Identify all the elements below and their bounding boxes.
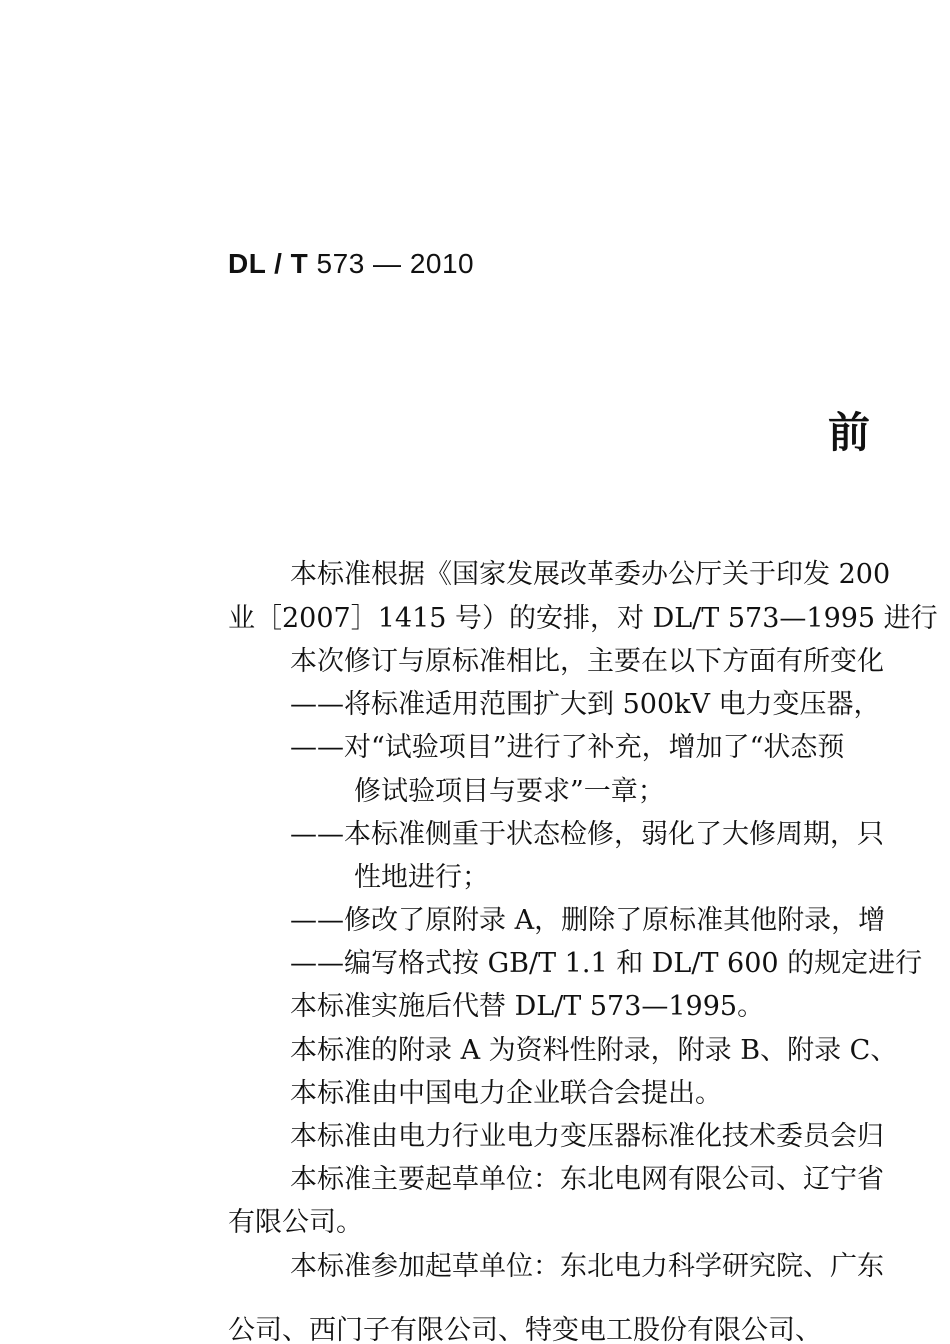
body-line: 本标准参加起草单位：东北电力科学研究院、广东 bbox=[290, 1251, 884, 1282]
body-line: 本标准根据《国家发展改革委办公厅关于印发 200 bbox=[290, 559, 891, 590]
body-line: 公司、西门子有限公司、特变电工股份有限公司、 bbox=[228, 1315, 822, 1344]
list-item: ——对“试验项目”进行了补充，增加了“状态预 bbox=[290, 732, 845, 763]
body-line: 本标准由电力行业电力变压器标准化技术委员会归 bbox=[290, 1121, 884, 1152]
body-line: 本标准实施后代替 DL/T 573—1995。 bbox=[290, 991, 765, 1022]
list-item: ——修改了原附录 A，删除了原标准其他附录，增 bbox=[290, 905, 886, 936]
standard-code bbox=[228, 248, 474, 280]
list-item-continuation: 性地进行； bbox=[354, 862, 489, 893]
body-line: 有限公司。 bbox=[228, 1207, 363, 1238]
list-item: ——编写格式按 GB/T 1.1 和 DL/T 600 的规定进行 bbox=[290, 948, 923, 979]
body-line: 本标准由中国电力企业联合会提出。 bbox=[290, 1078, 722, 1109]
standard-code-number: 573 — 2010 bbox=[316, 248, 475, 279]
section-title: 前 bbox=[828, 408, 871, 457]
body-line: 本次修订与原标准相比，主要在以下方面有所变化 bbox=[290, 646, 884, 677]
list-item: ——本标准侧重于状态检修，弱化了大修周期，只 bbox=[290, 819, 884, 850]
body-line: 业［2007］1415 号）的安排，对 DL/T 573—1995 进行 bbox=[228, 603, 938, 634]
body-line: 本标准的附录 A 为资料性附录，附录 B、附录 C、 bbox=[290, 1035, 898, 1066]
standard-code-prefix: DL / T bbox=[228, 248, 317, 279]
list-item-continuation: 修试验项目与要求”一章； bbox=[354, 776, 665, 807]
list-item: ——将标准适用范围扩大到 500kV 电力变压器， bbox=[290, 689, 881, 720]
body-line: 本标准主要起草单位：东北电网有限公司、辽宁省 bbox=[290, 1164, 884, 1195]
